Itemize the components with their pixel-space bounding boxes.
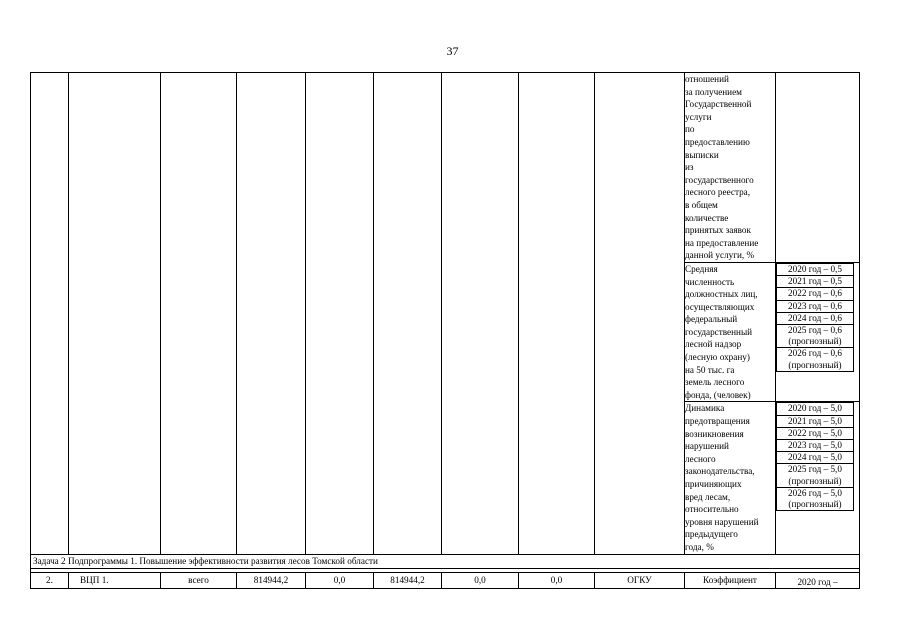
col-extra-cell	[519, 73, 595, 555]
indicator-value-box: 2021 год – 5,0	[776, 415, 854, 428]
row-name: ВЦП 1.	[69, 572, 161, 589]
col-total-cell	[237, 73, 306, 555]
indicator-value-box: 2024 год – 0,6	[776, 312, 854, 325]
indicator-value-box: 2026 год – 0,6 (прогнозный)	[776, 347, 854, 371]
program-table	[30, 72, 860, 589]
indicator-values-cell	[776, 402, 860, 554]
indicator-value-box: 2020 год – 0,5	[776, 263, 854, 276]
page-number: 37	[446, 44, 459, 58]
indicator-value-box: 2023 год – 0,6	[776, 300, 854, 313]
col-executor-cell	[595, 73, 685, 555]
indicator-cell	[685, 262, 776, 402]
indicator-value-box: 2022 год – 5,0	[776, 427, 854, 440]
col-fed-cell	[306, 73, 374, 555]
col-name-cell	[69, 73, 161, 555]
indicator-text: Средняя численность должностных лиц, осуществляющих федеральный государственный лесной надзор (лесную охрану) на 50 тыс. га земель лесного фонда, (человек)	[685, 263, 758, 400]
indicator-value-box: 2025 год – 5,0 (прогнозный)	[776, 463, 854, 487]
indicator-cell	[685, 402, 776, 554]
col-local-cell	[442, 73, 519, 555]
row-extra: 0,0	[519, 572, 595, 589]
row-num: 2.	[31, 572, 69, 589]
table-row	[31, 73, 860, 263]
table-row	[31, 572, 860, 589]
indicator-values-cell	[776, 262, 860, 402]
indicator-value-box: 2024 год – 5,0	[776, 451, 854, 464]
col-source-cell	[161, 73, 237, 555]
task-cell: Задача 2 Подпрограммы 1. Повышение эффективности развития лесов Томской области	[31, 554, 860, 568]
row-value: 2020 год –	[776, 572, 860, 589]
indicator-value-box: 2021 год – 0,5	[776, 275, 854, 288]
indicator-value-box: 2025 год – 0,6 (прогнозный)	[776, 324, 854, 348]
indicator-value-box: 2022 год – 0,6	[776, 287, 854, 300]
row-indicator: Коэффициент	[685, 572, 776, 589]
indicator-value-box: 2023 год – 5,0	[776, 439, 854, 452]
indicator-cell	[685, 73, 776, 263]
col-reg-cell	[374, 73, 442, 555]
task-row	[31, 554, 860, 568]
row-total: 814944,2	[237, 572, 306, 589]
row-reg: 814944,2	[374, 572, 442, 589]
indicator-values-cell	[776, 73, 860, 263]
indicator-value-box: 2020 год – 5,0	[776, 402, 854, 415]
indicator-text: отношений за получением Государственной услуги по предоставлению выписки из государственного лесного реестра, в общем количестве принятых заявок на предоставление данной услуги, %	[685, 74, 759, 261]
row-executor: ОГКУ	[595, 572, 685, 589]
col-num-cell	[31, 73, 69, 555]
indicator-value-box: 2026 год – 5,0 (прогнозный)	[776, 487, 854, 511]
indicator-text: Динамика предотвращения возникновения нарушений лесного законодательства, причиняющих вред лесам, относительно уровня нарушений предыдущего года, %	[685, 403, 759, 552]
row-source: всего	[161, 572, 237, 589]
row-local: 0,0	[442, 572, 519, 589]
row-fed: 0,0	[306, 572, 374, 589]
